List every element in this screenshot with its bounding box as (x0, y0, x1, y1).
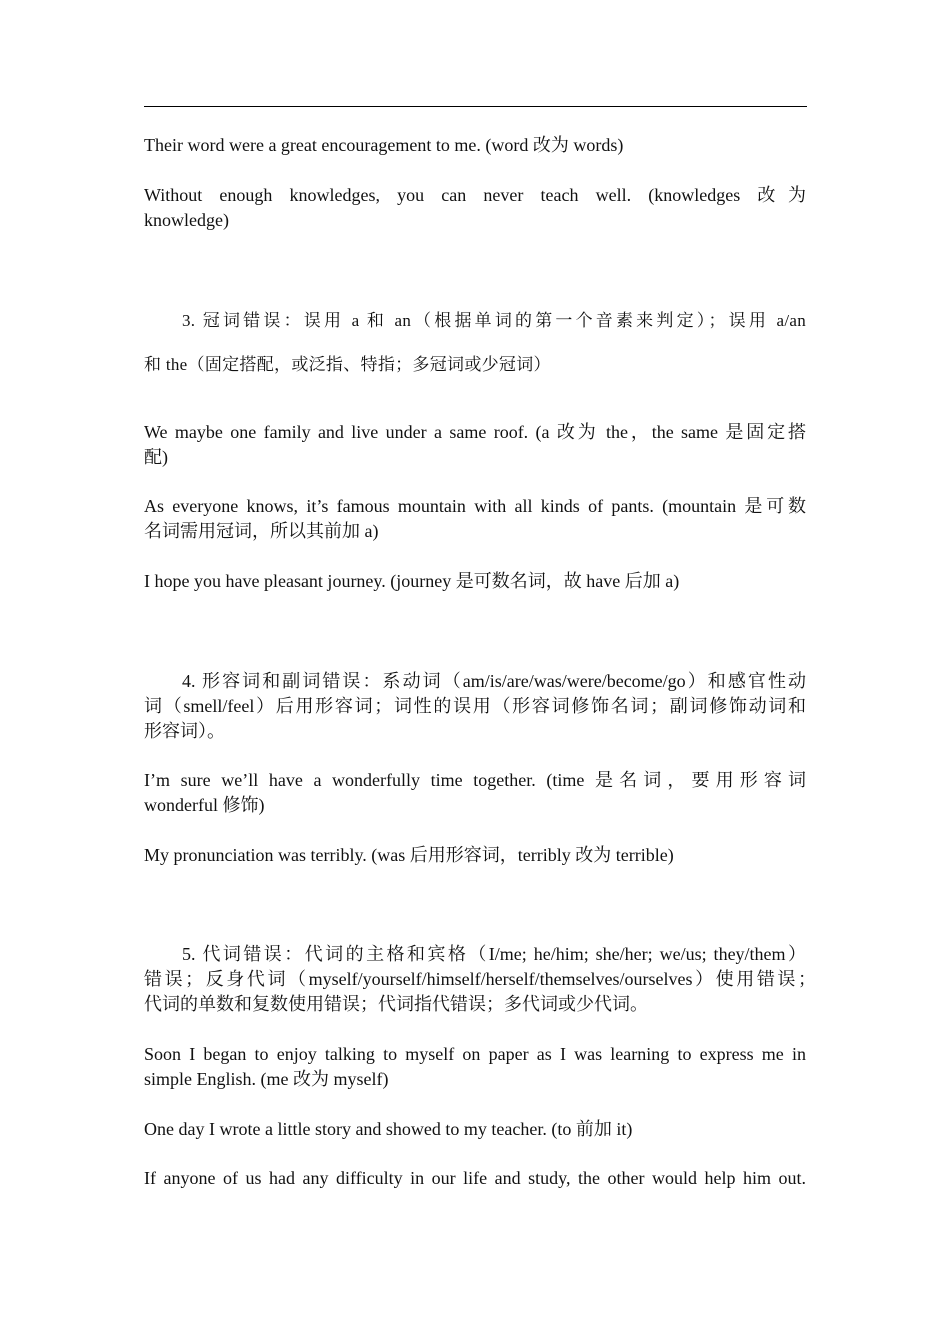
example-journey: I hope you have pleasant journey. (journey 是可数名词，故 have 后加 a) (144, 571, 680, 591)
example-myself-line2: simple English. (me 改为 myself) (144, 1069, 389, 1089)
section-5-heading-line2: 错误；反身代词（myself/yourself/himself/herself/themselves/ourselves）使用错误； (144, 969, 816, 989)
section-3-heading-line1: 3. 冠词错误：误用 a 和 an（根据单词的第一个音素来判定）；误用 a/an (182, 311, 806, 330)
example-myself-line1: Soon I began to enjoy talking to myself on paper as I was learning to express me in (144, 1044, 806, 1064)
example-same-roof-line2: 配) (144, 447, 168, 467)
section-5-heading-line1: 5. 代词错误：代词的主格和宾格（I/me; he/him; she/her; we/us; they/them） (182, 944, 806, 964)
example-wonderfully-line2: wonderful 修饰) (144, 795, 265, 815)
example-same-roof-line1: We maybe one family and live under a same roof. (a 改为 the，the same 是固定搭 (144, 422, 806, 442)
example-mountain-line1: As everyone knows, it’s famous mountain with all kinds of pants. (mountain 是可数 (144, 496, 806, 516)
section-3-heading-line2: 和 the（固定搭配，或泛指、特指；多冠词或少冠词） (144, 355, 551, 374)
example-anyone-of-us: If anyone of us had any difficulty in our life and study, the other would help him out. (144, 1168, 806, 1188)
header-rule (144, 106, 807, 107)
section-4-heading-line3: 形容词）。 (144, 721, 225, 741)
example-mountain-line2: 名词需用冠词，所以其前加 a) (144, 521, 379, 541)
example-terribly: My pronunciation was terribly. (was 后用形容词，terribly 改为 terrible) (144, 845, 674, 865)
example-knowledges-line1: Without enough knowledges, you can never teach well. (knowledges 改为 (144, 185, 806, 205)
example-knowledges-line2: knowledge) (144, 210, 229, 230)
section-4-heading-line1: 4. 形容词和副词错误：系动词（am/is/are/was/were/become/go）和感官性动 (182, 671, 806, 691)
example-wonderfully-line1: I’m sure we’ll have a wonderfully time together. (time 是名词，要用形容词 (144, 770, 806, 790)
example-word-words: Their word were a great encouragement to me. (word 改为 words) (144, 135, 624, 155)
section-4-heading-line2: 词（smell/feel）后用形容词；词性的误用（形容词修饰名词；副词修饰动词和 (144, 696, 806, 716)
example-little-story: One day I wrote a little story and showed to my teacher. (to 前加 it) (144, 1119, 633, 1139)
section-5-heading-line3: 代词的单数和复数使用错误；代词指代错误；多代词或少代词。 (144, 994, 648, 1014)
